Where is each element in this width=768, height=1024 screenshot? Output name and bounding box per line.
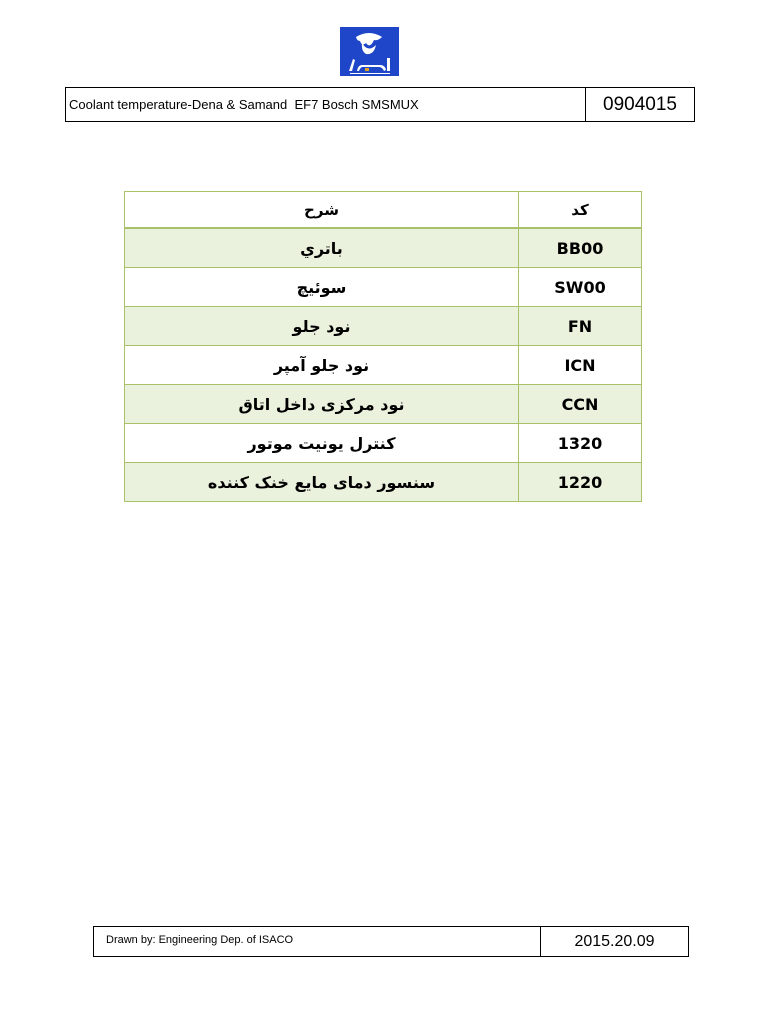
- document-title: Coolant temperature-Dena & Samand EF7 Bosch SMSMUX: [66, 88, 586, 121]
- row-code: 1320: [519, 424, 642, 463]
- table-row: [125, 228, 642, 268]
- table-header-row: [125, 192, 642, 229]
- document-date: 2015.20.09: [574, 933, 655, 950]
- row-description: کنترل یونیت موتور: [125, 424, 519, 463]
- header-description: شرح: [125, 192, 519, 229]
- table-row: [125, 424, 642, 463]
- table-row: [125, 463, 642, 502]
- row-description: سوئيچ: [125, 268, 519, 307]
- code-description-table: [124, 191, 642, 502]
- row-description: سنسور دمای مایع خنک کننده: [125, 463, 519, 502]
- row-description: نود جلو: [125, 307, 519, 346]
- table-row: [125, 385, 642, 424]
- isaco-logo-icon: [340, 27, 399, 76]
- document-code: 0904015: [603, 94, 677, 115]
- row-code: 1220: [519, 463, 642, 502]
- header-code: کد: [519, 192, 642, 229]
- row-description: نود مرکزی داخل اتاق: [125, 385, 519, 424]
- table-row: [125, 346, 642, 385]
- row-code: FN: [519, 307, 642, 346]
- table-row: [125, 268, 642, 307]
- row-code: BB00: [519, 228, 642, 268]
- row-code: CCN: [519, 385, 642, 424]
- row-description: نود جلو آمپر: [125, 346, 519, 385]
- row-code: ICN: [519, 346, 642, 385]
- drawn-by-label: Drawn by: Engineering Dep. of ISACO: [94, 927, 541, 956]
- document-footer: [93, 926, 689, 957]
- row-code: SW00: [519, 268, 642, 307]
- document-header: [65, 87, 695, 122]
- table-row: [125, 307, 642, 346]
- row-description: باتري: [125, 228, 519, 268]
